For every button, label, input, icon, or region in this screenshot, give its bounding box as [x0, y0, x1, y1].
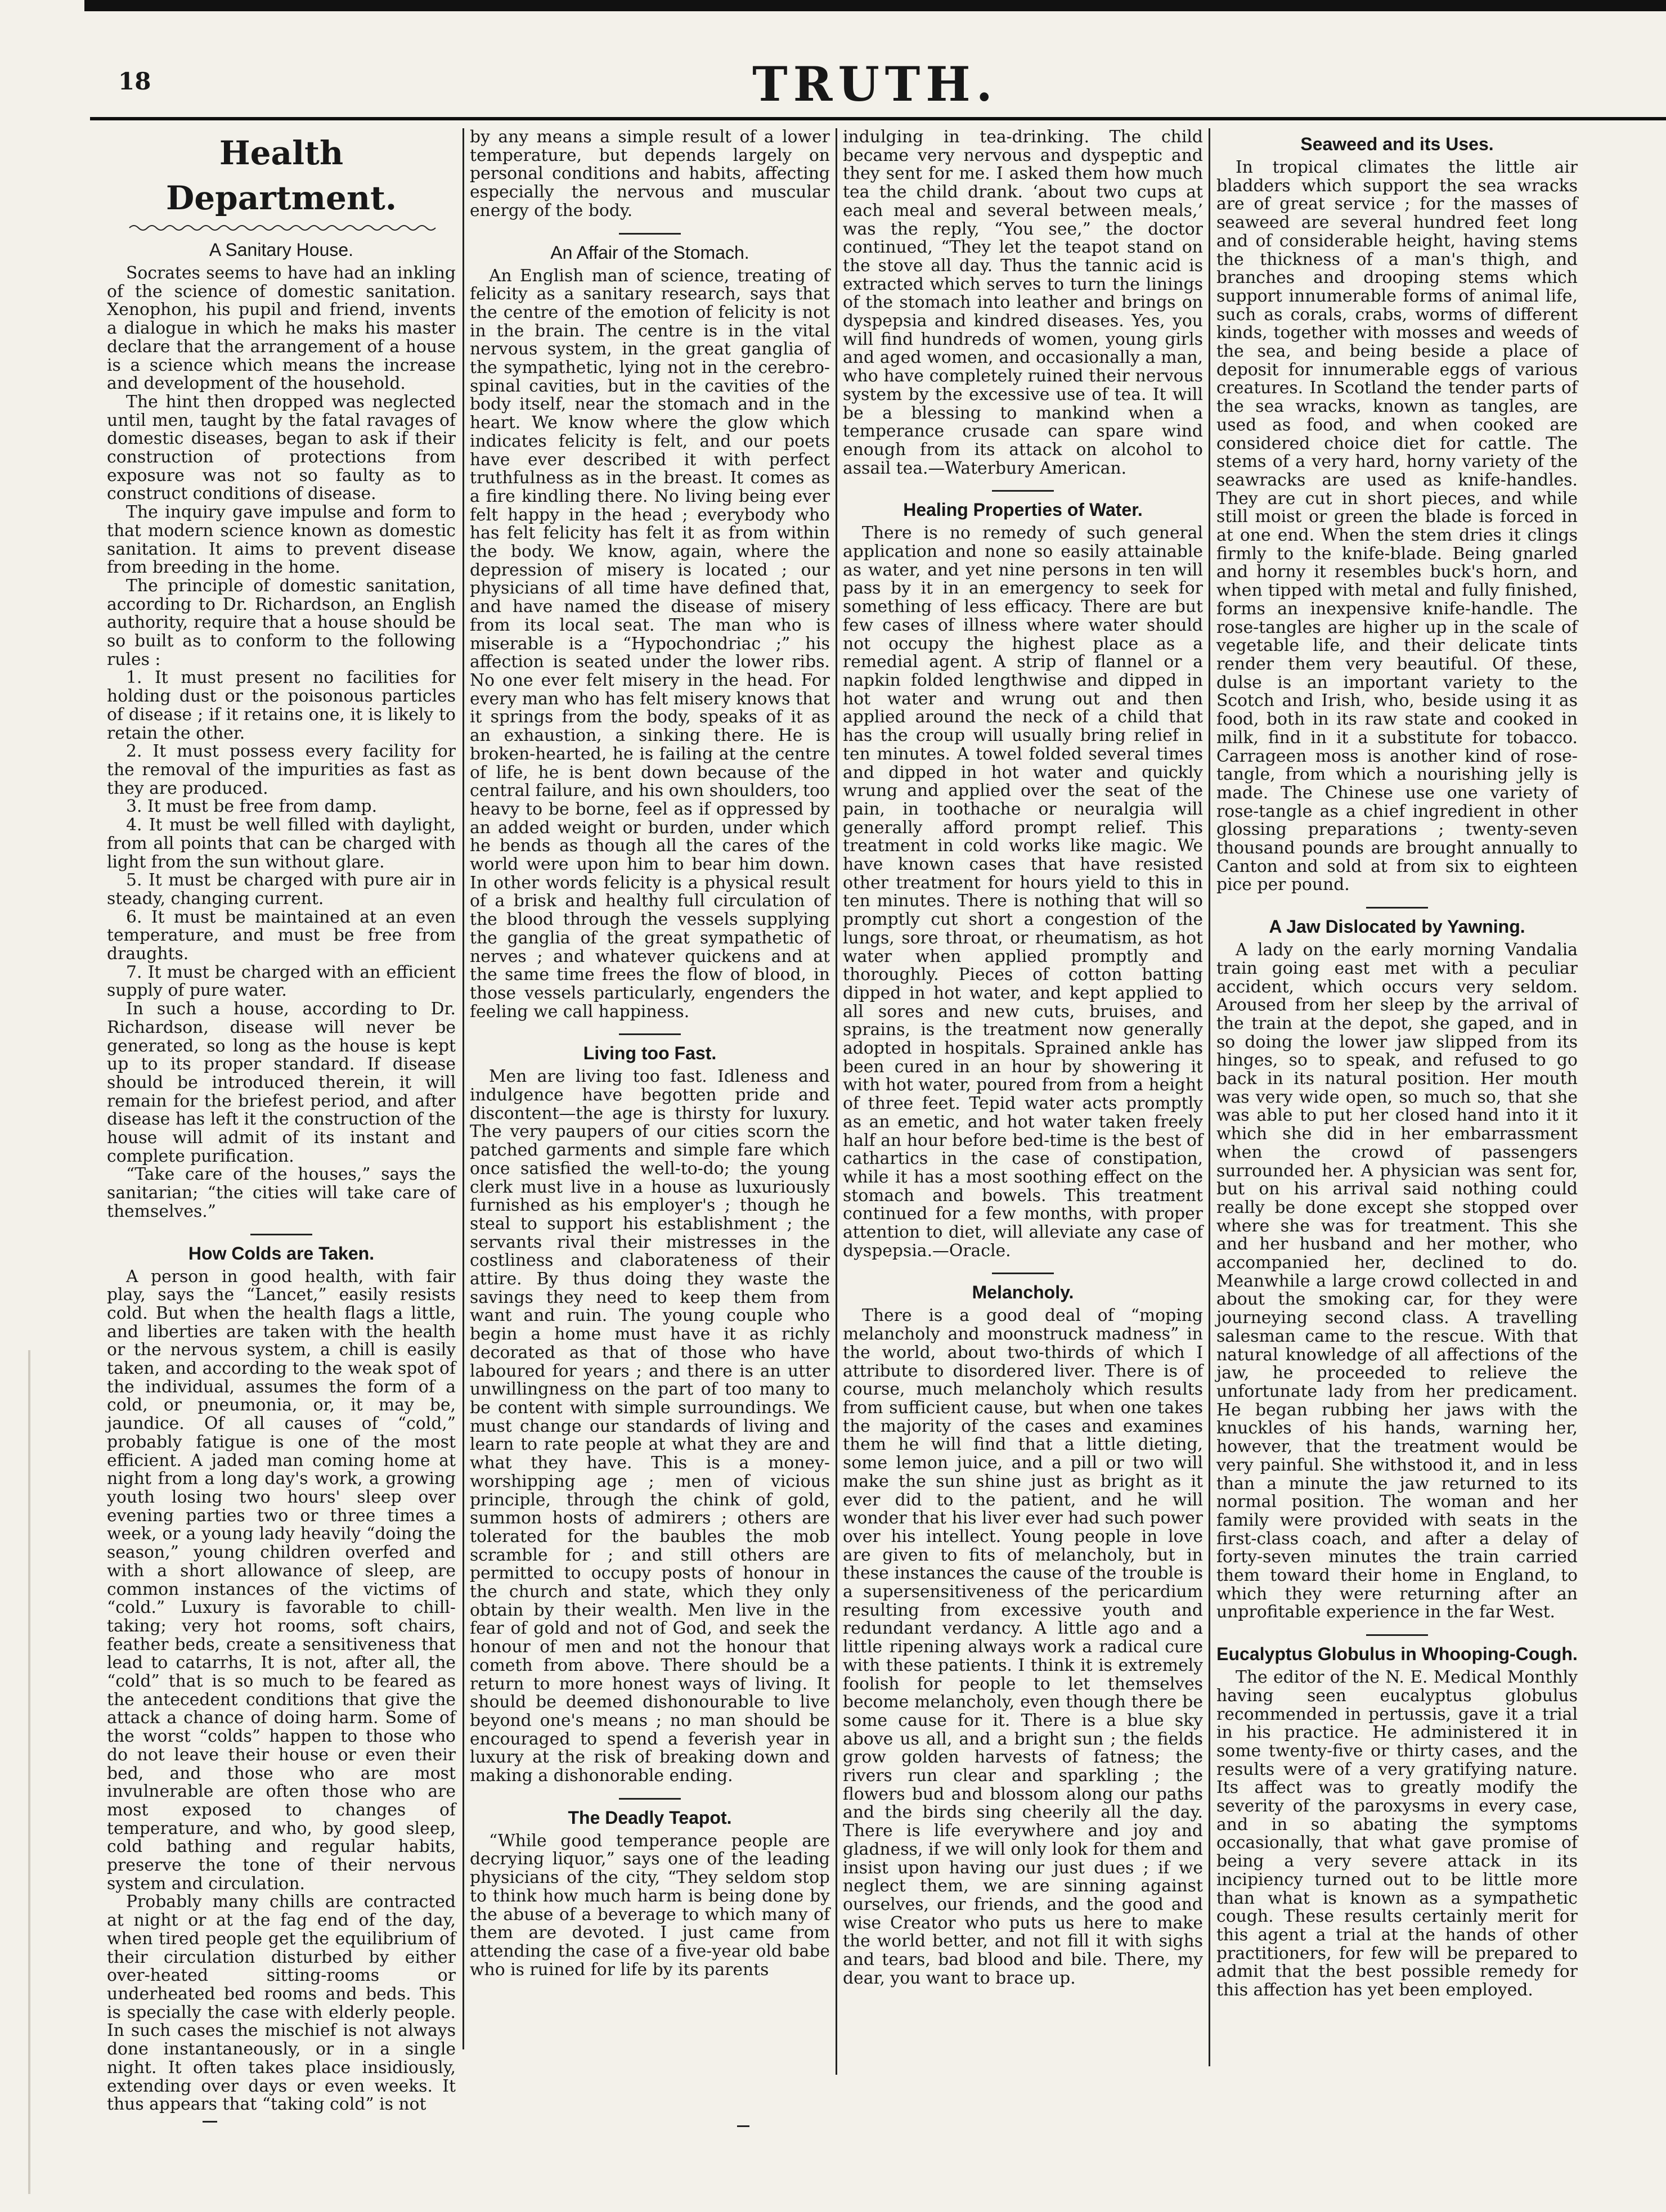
- article-separator: [1366, 907, 1428, 909]
- wavy-rule: [107, 222, 456, 234]
- article-separator: [250, 1234, 312, 1235]
- article-title-deadly-teapot: The Deadly Teapot.: [568, 1807, 732, 1828]
- article-separator: [1366, 1634, 1428, 1636]
- column-rule-3: [1209, 128, 1210, 2066]
- paragraph: An English man of science, treating of felicity as a sanitary research, says that the centre of the emotion of felicity is not in the brain. The centre is in the vital nervous system, in the great ganglia of the sympathetic, lying not in the cerebro-spinal cavities, but in the cavities of the body itself, near the stomach and in the heart. We know where the glow which indicates felicity is felt, and our poets have ever described it with perfect truthfulness as in the breast. It comes as a fire kindling there. No living being ever felt happy in the head ; everybody who has felt felicity has felt it as from within the body. We know, again, where the depression of misery is located ; our physicians of all time have defined that, and have named the disease of misery from its local seat. The man who is miserable is a “Hypochondriac ;” his affection is seated under the lower ribs. No one ever felt misery in the head. For every man who has felt misery knows that it springs from the body, speaks of it as an exhaustion, a sinking there. He is broken-hearted, he is failing at the centre of life, he is bent down because of the central failure, and his own shoulders, too heavy to be borne, feel as if oppressed by an added weight or burden, under which he bends as though all the cares of the world were upon him to bear him down. In other words felicity is a physical result of a brisk and healthy full circulation of the blood through the vessels supplying the ganglia of the great sympathetic of nerves ; and whatever quickens and at the same time frees the flow of blood, in those vessels particularly, engenders the feeling we call happiness.: [470, 266, 830, 1022]
- paragraph: There is a good deal of “moping melancholy and moonstruck madness” in the world, about two-thirds of which I attribute to disordered liver. There is of course, much melancholy which results from sufficient cause, but when one takes the majority of the cases and examines them he will find that a little dieting, some lemon juice, and a pill or two will make the sun shine just as bright as it ever did to the patient, and he will wonder that his liver ever had such power over his intellect. Young people in love are given to fits of melancholy, but in these instances the cause of the trouble is a supersensitiveness of the pericardium resulting from excessive youth and redundant verdancy. A little ago and a little ripening always work a radical cure with these patients. I think it is extremely foolish for people to let themselves become melancholy, even though there be some cause for it. There is a blue sky above us all, and a bright sun ; the fields grow golden harvests of fatness; the rivers run clear and sparkling ; the flowers bud and blossom along our paths and the birds sing cheerily all the day. There is life everywhere and joy and gladness, if we will only look for them and insist upon having our just dues ; if we neglect them, we are sinning against ourselves, our friends, and the good and wise Creator who puts us here to make the world better, and not fill it with sighs and tears, bad blood and bile. There, my dear, you want to brace up.: [843, 1306, 1203, 1988]
- paragraph: The hint then dropped was neglected until men, taught by the fatal ravages of domestic diseases, began to ask if their construction of protections from exposure was not so faulty as to construct conditions of disease.: [107, 392, 456, 504]
- column-rule-1: [462, 128, 464, 2049]
- paragraph: A lady on the early morning Vandalia train going east met with a peculiar accident, which occurs very seldom. Aroused from her sleep by the arrival of the train at the depot, she gaped, and in so doing the lower jaw slipped from its hinges, so to speak, and refused to go back in its natural position. Her mouth was very wide open, so much so, that she was able to put her closed hand into it it which she did in her embarrassment when the crowd of passengers surrounded her. A physician was sent for, but on his arrival said nothing could really be done except she stopped over where she was for treatment. This she and her husband and her mother, who accompanied her, declined to do. Meanwhile a large crowd collected in and about the smoking car, for they were journeying second class. A travelling salesman came to the rescue. With that natural knowledge of all affections of the jaw, he proceeded to relieve the unfortunate lady from her predicament. He began rubbing her jaws with the knuckles of his hands, warning her, however, that the treatment would be very painful. She withstood it, and in less than a minute the jaw returned to its normal position. The woman and her family were provided with seats in the first-class coach, and after a delay of forty-seven minutes the train carried them toward their home in England, to which they were returning after an unprofitable experience in the far West.: [1216, 940, 1578, 1622]
- article-title-seaweed: Seaweed and its Uses.: [1300, 134, 1494, 154]
- rule-item: 4. It must be well filled with daylight, from all points that can be charged with light from the sun without glare.: [107, 815, 456, 872]
- paragraph: “Take care of the houses,” says the sanitarian; “the cities will take care of themselves.”: [107, 1165, 456, 1221]
- footer-mark: [203, 2121, 217, 2123]
- column-1: [107, 128, 456, 2115]
- paragraph: The principle of domestic sanitation, according to Dr. Richardson, an English authority, require that a house should be so built as to conform to the following rules :: [107, 576, 456, 669]
- article-title-sanitary-house: A Sanitary House.: [209, 240, 354, 260]
- article-title-melancholy: Melancholy.: [972, 1282, 1074, 1303]
- paragraph: The editor of the N. E. Medical Monthly having seen eucalyptus globulus recommended in pertussis, gave it a trial in his practice. He administered it in some twenty-five or thirty cases, and the results were of a very gratifying nature. Its affect was to greatly modify the severity of the paroxysms in every case, and in so abating the symptoms occasionally, that what gave promise of being a very severe attack in its incipiency turned out to be little more than what is known as a sympathetic cough. These results certainly merit for this agent a trial at the hands of other practitioners, for few will be prepared to admit that the best possible remedy for this affection has yet been employed.: [1216, 1667, 1578, 2000]
- column-2: [470, 128, 830, 2075]
- article-separator: [992, 490, 1054, 492]
- paragraph: A person in good health, with fair play, says the “Lancet,” easily resists cold. But when the health flags a little, and liberties are taken with the health or the nervous system, a chill is easily taken, and according to the weak spot of the individual, assumes the form of a cold, or pneumonia, or, it may be, jaundice. Of all causes of “cold,” probably fatigue is one of the most efficient. A jaded man coming home at night from a long day's work, a growing youth losing two hours' sleep over evening parties two or three times a week, or a young lady heavily “doing the season,” young children overfed and with a short allowance of sleep, are common instances of the victims of “cold.” Luxury is favorable to chill-taking; very hot rooms, soft chairs, feather beds, create a sensitiveness that lead to catarrhs, It is not, after all, the “cold” that is so much to be feared as the antecedent conditions that give the attack a chance of doing harm. Some of the worst “colds” happen to those who do not leave their house or even their bed, and those who are most invulnerable are often those who are most exposed to changes of temperature, and who, by good sleep, cold bathing and regular habits, preserve the tone of their nervous system and circulation.: [107, 1266, 456, 1894]
- paragraph: “While good temperance people are decrying liquor,” says one of the leading physicians of the city, “They seldom stop to think how much harm is being done by the abuse of a beverage to which many of them are devoted. I just came from attending the case of a five-year old babe who is ruined for life by its parents: [470, 1831, 830, 1980]
- column-3: [843, 128, 1203, 2075]
- rule-item: 3. It must be free from damp.: [126, 797, 378, 817]
- column-rule-2: [836, 128, 837, 2075]
- continued-paragraph: indulging in tea-drinking. The child became very nervous and dyspeptic and they sent for me. I asked them how much tea the child drank. ‘about two cups at each meal and several between meals,’ was the reply, “You see,” the doctor continued, “They let the teapot stand on the stove all day. Thus the tannic acid is extracted which serves to turn the linings of the stomach into leather and brings on dyspepsia and kindred diseases. Yes, you will find hundreds of women, young girls and aged women, and occasionally a man, who have completely ruined their nervous system by the excessive use of tea. It will be a blessing to mankind when a temperance crusade can spare wind enough from its attack on alcohol to assail tea.—Waterbury American.: [843, 127, 1203, 478]
- column-4: [1216, 128, 1578, 2075]
- article-separator: [619, 233, 681, 235]
- masthead-title: TRUTH.: [752, 56, 998, 112]
- article-title-affair-stomach: An Affair of the Stomach.: [550, 242, 749, 263]
- rule-item: 2. It must possess every facility for the removal of the impurities as fast as they are produced.: [107, 741, 456, 798]
- top-border-rule: [84, 0, 1666, 11]
- paragraph: The inquiry gave impulse and form to that modern science known as domestic sanitation. It aims to prevent disease from breeding in the home.: [107, 502, 456, 578]
- article-title-eucalyptus: Eucalyptus Globulus in Whooping-Cough.: [1216, 1644, 1578, 1665]
- continued-paragraph: by any means a simple result of a lower temperature, but depends largely on personal conditions and habits, affecting especially the nervous and muscular energy of the body.: [470, 127, 830, 221]
- rule-item: 7. It must be charged with an efficient supply of pure water.: [107, 962, 456, 1001]
- paragraph: Men are living too fast. Idleness and indulgence have begotten pride and discontent—the age is thirsty for luxury. The very paupers of our cities scorn the patched garments and simple fare which once satisfied the well-to-do; the young clerk must live in a house as luxuriously furnished as his employer's ; though he steal to support his establishment ; the servants rival their mistresses in the costliness and claborateness of their attire. By thus doing they waste the savings they need to keep them from want and ruin. The young couple who begin a home must have it as richly decorated as that of those who have laboured for years ; and there is an utter unwillingness on the part of too many to be content with simple surroundings. We must change our standards of living and learn to rate people at what they are and what they have. This is a money-worshipping age ; men of vicious principle, through the chink of gold, summon hosts of admirers ; others are tolerated for the baubles the mob scramble for ; and still others are permitted to occupy posts of honour in the church and state, which they only obtain by their wealth. Men live in the fear of gold and not of God, and seek the honour of men and not the honour that cometh from above. There should be a return to more honest ways of living. It should be deemed dishonourable to live beyond one's means ; no man should be encouraged to spend a feverish year in luxury at the risk of breaking down and making a dishonorable ending.: [470, 1067, 830, 1786]
- page-header: [84, 56, 1666, 124]
- paragraph: Socrates seems to have had an inkling of the science of domestic sanitation. Xenophon, his pupil and friend, invents a dialogue in which he maks his master declare that the arrangement of a house is a science which means the increase and development of the household.: [107, 263, 456, 394]
- article-title-jaw-dislocated: A Jaw Dislocated by Yawning.: [1269, 916, 1525, 937]
- rule-item: 5. It must be charged with pure air in steady, changing current.: [107, 870, 456, 909]
- article-title-how-colds: How Colds are Taken.: [188, 1243, 375, 1264]
- header-rule: [90, 117, 1666, 120]
- article-separator: [992, 1273, 1054, 1274]
- rule-item: 1. It must present no facilities for holding dust or the poisonous particles of disease ; if it retains one, it is likely to retain the other.: [107, 668, 456, 743]
- paragraph: There is no remedy of such general application and none so easily attainable as water, and yet nine persons in ten will pass by it in an emergency to seek for something of less efficacy. There are but few cases of illness where water should not occupy the highest place as a remedial agent. A strip of flannel or a napkin folded lengthwise and dipped in hot water and wrung out and then applied around the neck of a child that has the croup will usually bring relief in ten minutes. A towel folded several times and dipped in hot water and quickly wrung and applied over the seat of the pain, in toothache or neuralgia will generally afford prompt relief. This treatment in cold works like magic. We have known cases that have resisted other treatment for hours yield to this in ten minutes. There is nothing that will so promptly cut short a congestion of the lungs, sore throat, or rheumatism, as hot water when applied promptly and thoroughly. Pieces of cotton batting dipped in hot water, and kept applied to all sores and new cuts, bruises, and sprains, is the treatment now generally adopted in hospitals. Sprained ankle has been cured in an hour by showering it with hot water, poured from from a height of three feet. Tepid water acts promptly as an emetic, and hot water taken freely half an hour before bed-time is the best of cathartics in the case of constipation, while it has a most soothing effect on the stomach and bowels. This treatment continued for a few months, with proper attention to diet, will alleviate any case of dyspepsia.—Oracle.: [843, 523, 1203, 1261]
- article-title-healing-water: Healing Properties of Water.: [903, 500, 1143, 520]
- article-separator: [619, 1798, 681, 1800]
- article-separator: [619, 1033, 681, 1035]
- paragraph: Probably many chills are contracted at night or at the fag end of the day, when tired people get the equilibrium of their circulation disturbed by either over-heated sitting-rooms or underheated bed rooms and beds. This is specially the case with elderly people. In such cases the mischief is not always done instantaneously, or in a single night. It often takes place insidiously, extending over days or even weeks. It thus appears that “taking cold” is not: [107, 1892, 456, 2115]
- department-title: Health Department.: [165, 134, 397, 217]
- rule-item: 6. It must be maintained at an even temperature, and must be free from draughts.: [107, 907, 456, 964]
- article-title-living-too-fast: Living too Fast.: [583, 1043, 717, 1064]
- paragraph: In such a house, according to Dr. Richardson, disease will never be generated, so long as the house is kept up to its proper standard. If disease should be introduced therein, it will remain for the briefest period, and after disease has left it the construction of the house will admit of its instant and complete purification.: [107, 999, 456, 1166]
- paragraph: In tropical climates the little air bladders which support the sea wracks are of great service ; for the masses of seaweed are several hundred feet long and of considerable height, having stems the thickness of a man's thigh, and branches and drooping stems which support innumerable forms of animal life, such as corals, crabs, worms of different kinds, together with mosses and weeds of the sea, and being beside a place of deposit for innumerable eggs of various creatures. In Scotland the tender parts of the sea wracks, known as tangles, are used as food, and when cooked are considered choice diet for cattle. The stems of a very hard, horny variety of the seawracks are used as knife-handles. They are cut in short pieces, and while still moist or green the blade is forced in at one end. When the stem dries it clings firmly to the knife-blade. Being gnarled and horny it resembles buck's horn, and when tipped with metal and fully finished, forms an inexpensive knife-handle. The rose-tangles are higher up in the scale of vegetable life, and their delicate tints render them very beautiful. Of these, dulse is an important variety to the Scotch and Irish, who, beside using it as food, both in its raw state and cooked in milk, find in it a substitute for tobacco. Carrageen moss is another kind of rose-tangle, from which a nourishing jelly is made. The Chinese use one variety of rose-tangle as a chief ingredient in other glossing preparations ; twenty-seven thousand pounds are brought annually to Canton and sold at from six to eighteen pice per pound.: [1216, 158, 1578, 895]
- page-edge-shadow: [28, 1350, 30, 2194]
- footer-mark: [737, 2125, 749, 2127]
- page-number: 18: [118, 68, 151, 95]
